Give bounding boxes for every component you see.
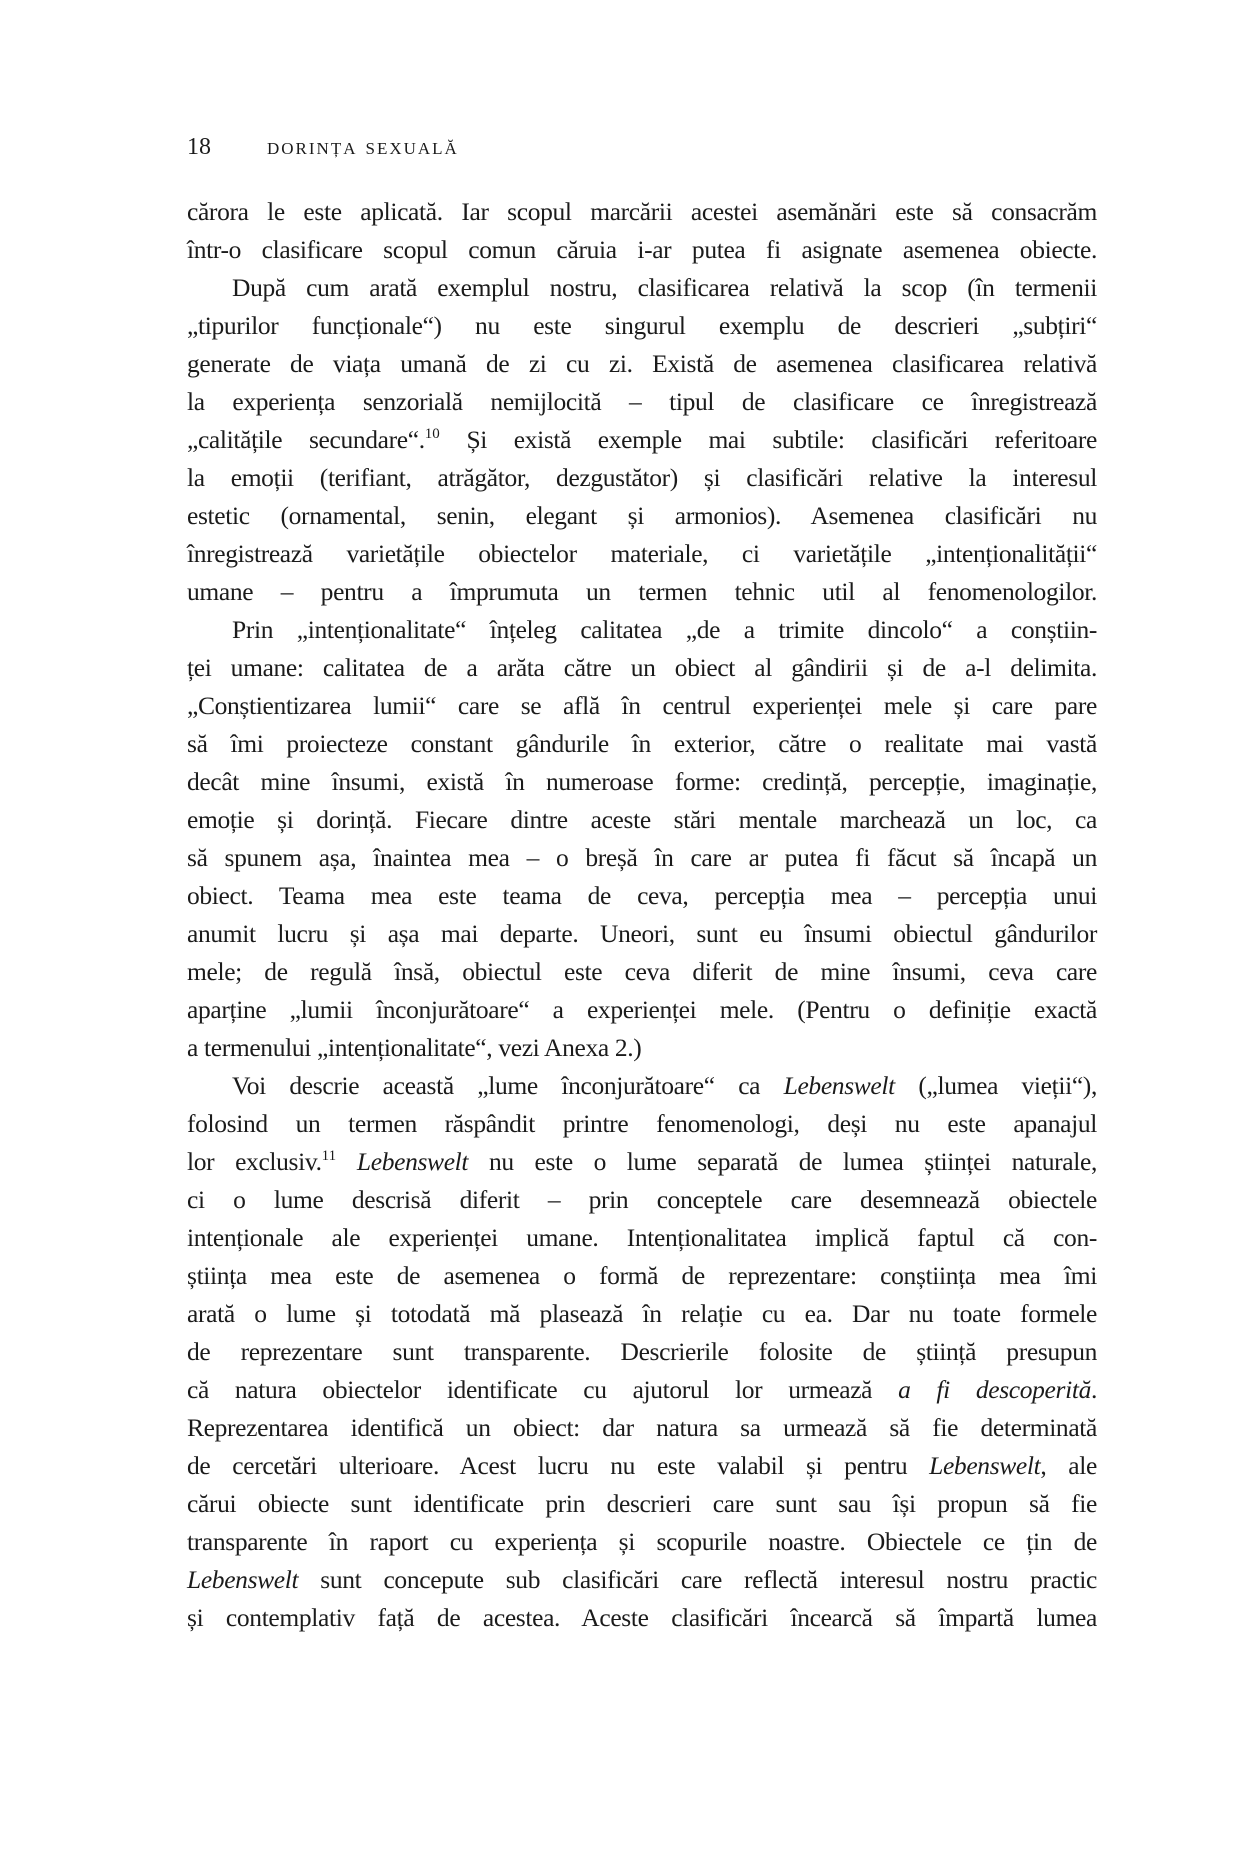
text-run: anumit lucru și așa mai departe. Uneori, sunt eu însumi obiectul gândurilor [187, 919, 1097, 948]
text-line [187, 1371, 1097, 1409]
text-run: într-o clasificare scopul comun căruia i-ar putea fi asignate asemenea obiecte. [187, 235, 1097, 264]
italic-term: Lebenswelt [356, 1147, 469, 1176]
text-run: („lumea vieții“), [894, 1071, 1097, 1100]
running-head [187, 132, 459, 162]
text-run: că natura obiectelor identificate cu ajutorul lor urmează [187, 1375, 899, 1404]
text-run: aparține „lumii înconjurătoare“ a experienței mele. (Pentru o definiție exactă [187, 995, 1097, 1024]
text-run: la emoții (terifiant, atrăgător, dezgustător) și clasificări relative la interesul [187, 463, 1097, 492]
text-run: de cercetări ulterioare. Acest lucru nu este valabil și pentru [187, 1451, 930, 1480]
text-run: „tipurilor funcționale“) nu este singurul exemplu de descrieri „subțiri“ [187, 311, 1097, 340]
text-line [187, 839, 1097, 877]
text-run: Prin „intenționalitate“ înțeleg calitatea „de a trimite dincolo“ a conștiin- [232, 615, 1097, 644]
text-run: cărora le este aplicată. Iar scopul marcării acestei asemănări este să consacrăm [187, 197, 1097, 226]
text-line [187, 725, 1097, 763]
text-run: ței umane: calitatea de a arăta către un obiect al gândirii și de a-l delimita. [187, 653, 1097, 682]
text-line [187, 763, 1097, 801]
text-line [187, 649, 1097, 687]
paragraph-first-line [187, 611, 1097, 649]
text-line [187, 1219, 1097, 1257]
footnote-marker: 11 [321, 1148, 337, 1164]
text-run [336, 1147, 357, 1176]
text-run: folosind un termen răspândit printre fenomenologi, deși nu este apanajul [187, 1109, 1097, 1138]
text-run: ci o lume descrisă diferit – prin conceptele care desemnează obiectele [187, 1185, 1097, 1214]
text-line [187, 459, 1097, 497]
text-run: de reprezentare sunt transparente. Descrierile folosite de știință presupun [187, 1337, 1097, 1366]
text-line [187, 1029, 1097, 1067]
text-line [187, 953, 1097, 991]
text-line [187, 1561, 1097, 1599]
text-run: decât mine însumi, există în numeroase forme: credință, percepție, imaginație, [187, 767, 1097, 796]
text-run: emoție și dorință. Fiecare dintre aceste stări mentale marchează un loc, ca [187, 805, 1097, 834]
text-run: Și există exemple mai subtile: clasificări referitoare [439, 425, 1097, 454]
text-line [187, 535, 1097, 573]
text-run: estetic (ornamental, senin, elegant și armonios). Asemenea clasificări nu [187, 501, 1097, 530]
text-run: la experiența senzorială nemijlocită – tipul de clasificare ce înregistrează [187, 387, 1097, 416]
text-line [187, 497, 1097, 535]
text-line [187, 991, 1097, 1029]
paragraph-first-line [187, 269, 1097, 307]
text-run: înregistrează varietățile obiectelor materiale, ci varietățile „intenționalității“ [187, 539, 1097, 568]
text-run: generate de viața umană de zi cu zi. Există de asemenea clasificarea relativă [187, 349, 1097, 378]
body-text [187, 193, 1097, 1637]
italic-term: Lebenswelt [783, 1071, 895, 1100]
italic-term: Lebenswelt [187, 1565, 299, 1594]
text-run: „calitățile secundare“. [187, 425, 425, 454]
text-run: Voi descrie această „lume înconjurătoare“ ca [232, 1071, 784, 1100]
text-run: și contemplativ față de acestea. Aceste clasificări încearcă să împartă lumea [187, 1603, 1097, 1632]
text-line [187, 1599, 1097, 1637]
text-run: După cum arată exemplul nostru, clasificarea relativă la scop (în termenii [232, 273, 1097, 302]
text-line [187, 307, 1097, 345]
text-line [187, 383, 1097, 421]
text-run: umane – pentru a împrumuta un termen tehnic util al fenomenologilor. [187, 577, 1097, 606]
italic-term: Lebenswelt [929, 1451, 1041, 1480]
text-run: a termenului „intenționalitate“, vezi Anexa 2.) [187, 1033, 642, 1062]
text-line [187, 915, 1097, 953]
text-run: cărui obiecte sunt identificate prin descrieri care sunt sau își propun să fie [187, 1489, 1097, 1518]
text-run: Reprezentarea identifică un obiect: dar natura sa urmează să fie determinată [187, 1413, 1097, 1442]
text-run: intenționale ale experienței umane. Intenționalitatea implică faptul că con- [187, 1223, 1097, 1252]
running-head-title: dorința sexuală [267, 134, 459, 160]
text-line [187, 345, 1097, 383]
italic-term: a fi descoperită [898, 1375, 1091, 1404]
text-run: transparente în raport cu experiența și scopurile noastre. Obiectele ce țin de [187, 1527, 1097, 1556]
text-run: nu este o lume separată de lumea științei naturale, [468, 1147, 1097, 1176]
text-line [187, 877, 1097, 915]
page-number: 18 [187, 134, 211, 160]
text-run: obiect. Teama mea este teama de ceva, percepția mea – percepția unui [187, 881, 1097, 910]
text-run: știința mea este de asemenea o formă de reprezentare: conștiința mea îmi [187, 1261, 1097, 1290]
text-line [187, 421, 1097, 459]
text-line [187, 1409, 1097, 1447]
text-line [187, 1257, 1097, 1295]
text-run: să spunem așa, înaintea mea – o breșă în care ar putea fi făcut să încapă un [187, 843, 1097, 872]
text-run: să îmi proiecteze constant gândurile în exterior, către o realitate mai vastă [187, 729, 1097, 758]
text-line [187, 1485, 1097, 1523]
text-line [187, 1333, 1097, 1371]
text-line [187, 687, 1097, 725]
paragraph-first-line [187, 1067, 1097, 1105]
text-run: arată o lume și totodată mă plasează în relație cu ea. Dar nu toate formele [187, 1299, 1097, 1328]
text-run: lor exclusiv. [187, 1147, 322, 1176]
text-line [187, 1523, 1097, 1561]
text-run: , ale [1040, 1451, 1097, 1480]
text-run: mele; de regulă însă, obiectul este ceva diferit de mine însumi, ceva care [187, 957, 1097, 986]
text-line [187, 231, 1097, 269]
text-run: „Conștientizarea lumii“ care se află în centrul experienței mele și care pare [187, 691, 1097, 720]
footnote-marker: 10 [424, 426, 440, 442]
text-line [187, 1295, 1097, 1333]
text-line [187, 1143, 1097, 1181]
text-line [187, 801, 1097, 839]
text-run: sunt concepute sub clasificări care reflectă interesul nostru practic [298, 1565, 1097, 1594]
text-run: . [1090, 1375, 1097, 1404]
text-line [187, 193, 1097, 231]
text-line [187, 1105, 1097, 1143]
text-line [187, 1181, 1097, 1219]
text-line [187, 1447, 1097, 1485]
text-line [187, 573, 1097, 611]
